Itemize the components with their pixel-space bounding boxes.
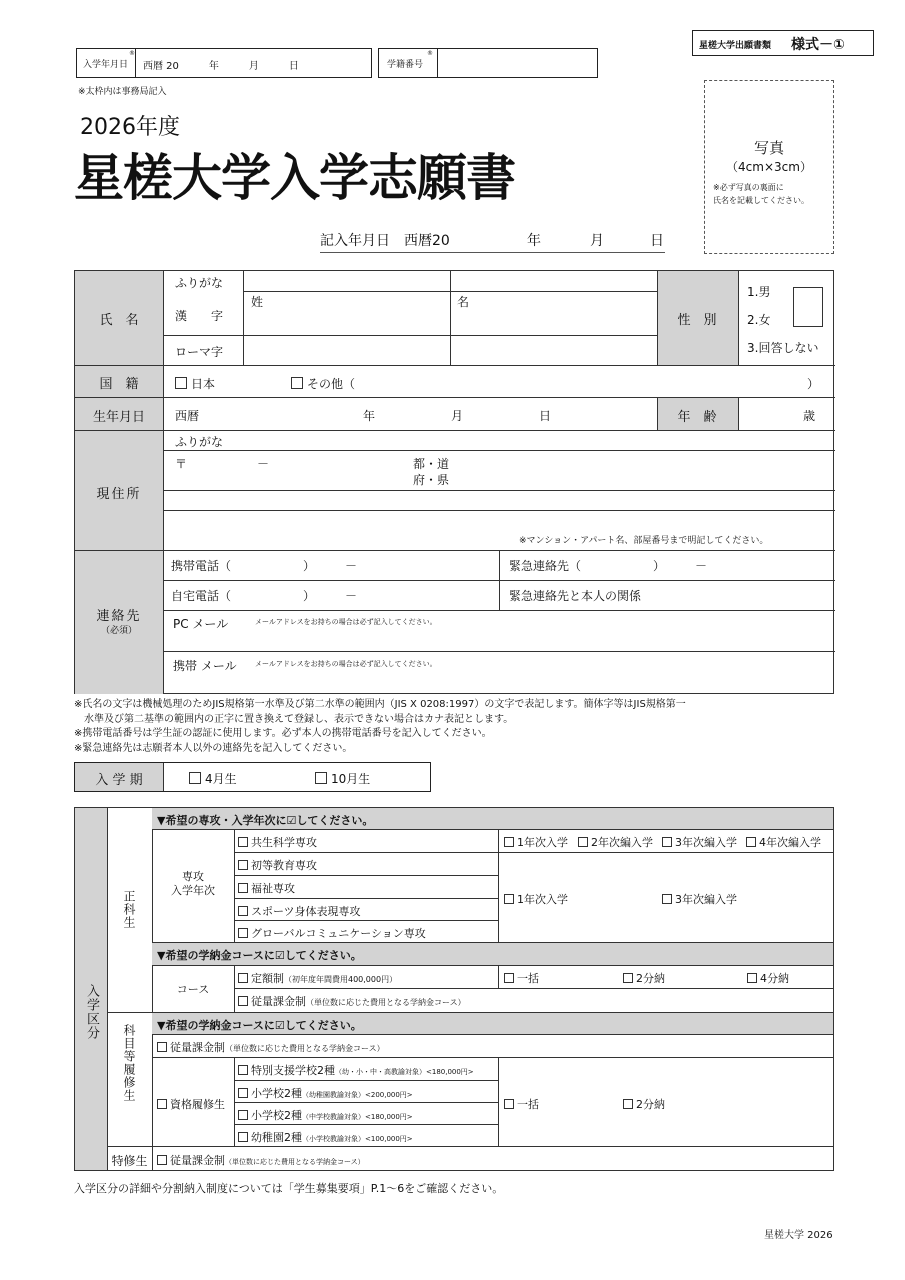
address-label: 現住所 — [96, 487, 142, 502]
payment-2[interactable]: 2分納 — [623, 970, 665, 986]
year-first-3[interactable]: 4年次編入学 — [746, 834, 821, 850]
given-name-label: 名 — [457, 295, 470, 309]
period-april[interactable]: 4月生 — [189, 770, 237, 787]
qualification-1[interactable]: 小学校2種（幼稚園教諭対象）<200,000円> — [238, 1085, 413, 1101]
payment-lump[interactable]: 一括 — [504, 970, 539, 986]
photo-size: （4cm×3cm） — [726, 160, 812, 174]
year-other-1[interactable]: 3年次編入学 — [662, 891, 737, 907]
footer-org: 星槎大学 2026 — [764, 1230, 833, 1241]
period-october[interactable]: 10月生 — [315, 770, 370, 787]
year-other-0[interactable]: 1年次入学 — [504, 891, 568, 907]
form-category: 星槎大学出願書類 — [699, 41, 772, 51]
special-student-label: 特修生 — [111, 1154, 148, 1168]
surname-label: 姓 — [251, 295, 264, 309]
qualification-0[interactable]: 特別支援学校2種（幼・小・中・高教諭対象）<180,000円> — [238, 1062, 474, 1078]
emergency-contact-field[interactable]: 緊急連絡先（ ） － — [509, 559, 708, 573]
photo-box — [704, 80, 834, 254]
form-id-box — [692, 30, 874, 56]
address-note: ※マンション・アパート名、部屋番号まで明記してください。 — [519, 536, 769, 546]
footer-note: 入学区分の詳細や分割納入制度については「学生募集要項」P.1～6をご確認ください。 — [74, 1182, 504, 1195]
per-unit-option[interactable]: 従量課金制（単位数に応じた費用となる学納金コース） — [238, 993, 466, 1009]
subject-per-unit-option[interactable]: 従量課金制（単位数に応じた費用となる学納金コース） — [157, 1039, 385, 1055]
admission-category-label: 入学区分 — [84, 984, 99, 1040]
qualification-3[interactable]: 幼稚園2種（小学校教諭対象）<100,000円> — [238, 1129, 413, 1145]
entry-date[interactable]: 記入年月日 西暦20 年 月 日 — [320, 230, 665, 253]
kanji-label: 漢 字 — [175, 309, 224, 323]
form-number: 様式－① — [791, 37, 845, 53]
gender-option-female: 2.女 — [747, 313, 771, 327]
academic-year: 2026年度 — [80, 115, 180, 140]
romaji-label: ローマ字 — [175, 345, 224, 359]
name-label: 氏 名 — [99, 313, 139, 328]
gender-option-none: 3.回答しない — [747, 341, 819, 355]
qualification-payment-2[interactable]: 2分納 — [623, 1096, 665, 1112]
page-title: 星槎大学入学志願書 — [74, 149, 515, 207]
major-3[interactable]: スポーツ身体表現専攻 — [238, 903, 361, 919]
payment-4[interactable]: 4分納 — [747, 970, 789, 986]
nationality-japan[interactable]: 日本 — [175, 375, 215, 392]
gender-option-male: 1.男 — [747, 285, 771, 299]
admission-date-value: 西暦 20 年 月 日 — [143, 61, 299, 72]
nationality-other[interactable]: その他（ — [291, 375, 355, 392]
major-4[interactable]: グローバルコミュニケーション専攻 — [238, 925, 426, 941]
office-note: ※太枠内は事務局記入 — [78, 87, 167, 97]
mobile-mail-label: 携帯 メール — [173, 659, 237, 673]
enrollment-period: 入 学 期 4月生 10月生 — [74, 762, 431, 792]
student-number-label: 学籍番号 — [387, 60, 424, 70]
age-label: 年 齢 — [677, 410, 717, 425]
year-first-2[interactable]: 3年次編入学 — [662, 834, 737, 850]
student-number-box[interactable]: 学籍番号 ® — [378, 48, 598, 78]
photo-label: 写真 — [753, 139, 784, 157]
year-first-0[interactable]: 1年次入学 — [504, 834, 568, 850]
admission-date-label: 入学年月日 — [83, 60, 129, 70]
regular-student-label: 正科生 — [122, 890, 136, 929]
personal-info-form: 氏 名 ふりがな 漢 字 ローマ字 姓 名 性 別 1.男 2.女 3.回答しない 国 籍 日本 その他（ ） 生年月日 西暦 年 月 日 年 齢 歳 現住所 ふりがな 〒 － 都・道 府・県 ※マンション・アパート名、部屋番号まで明記してください。 連絡先 （必須） 携帯電話（ ） － 緊急連絡先（ ） － 自宅電話（ ） － 緊急連絡先と本人の関係 PC メール メールアドレスをお持ちの場合は必ず記入してください。 携帯 メール メールアドレスをお持ちの場合は必ず記入してください。 — [74, 270, 834, 694]
major-0[interactable]: 共生科学専攻 — [238, 834, 317, 850]
contact-label: 連絡先 — [96, 609, 142, 624]
qualification-student-option[interactable]: 資格履修生 — [157, 1096, 225, 1112]
photo-note: ※必ず写真の裏面に 氏名を記載してください。 — [713, 183, 809, 205]
major-1[interactable]: 初等教育専攻 — [238, 857, 317, 873]
special-per-unit-option[interactable]: 従量課金制（単位数に応じた費用となる学納金コース） — [157, 1152, 365, 1168]
mobile-phone-field[interactable]: 携帯電話（ ） － — [171, 559, 358, 573]
year-first-1[interactable]: 2年次編入学 — [578, 834, 653, 850]
registry-mark: ® — [129, 50, 135, 57]
gender-input-box[interactable] — [793, 287, 823, 327]
subject-student-label: 科目等履修生 — [122, 1024, 136, 1102]
admission-date-box — [76, 48, 372, 78]
furigana-label: ふりがな — [175, 276, 224, 290]
home-phone-field[interactable]: 自宅電話（ ） － — [171, 589, 358, 603]
qualification-2[interactable]: 小学校2種（中学校教諭対象）<180,000円> — [238, 1107, 413, 1123]
fixed-rate-option[interactable]: 定額制（初年度年間費用400,000円） — [238, 970, 397, 986]
major-2[interactable]: 福祉専攻 — [238, 880, 295, 896]
nationality-label: 国 籍 — [99, 377, 139, 392]
admission-category: 入学区分 正科生 ▼希望の専攻・入学年次に☑してください。 専攻 入学年次 共生科学専攻 初等教育専攻 福祉専攻 スポーツ身体表現専攻 グローバルコミュニケーション専攻 1年次入学 2年次編入学 3年次編入学 4年次編入学 1年次入学 3年次編入学 ▼希望の学納金コースに☑してください。 コース 定額制（初年度年間費用400,000円） 一括 2分納 4分納 従量課金制（単位数に応じた費用となる学納金コース） 科目等履修生 ▼希望の学納金コースに☑してください。 従量課金制（単位数に応じた費用となる学納金コース） 資格履修生 特別支援学校2種（幼・小・中・高教諭対象）<180,000円> 小学校2種（幼稚園教諭対象）<200,000円> 小学校2種（中学校教諭対象）<180,000円> 幼稚園2種（小学校教諭対象）<100,000円> 一括 2分納 特修生 従量課金制（単位数に応じた費用となる学納金コース） — [74, 807, 834, 1171]
birth-date-label: 生年月日 — [92, 410, 145, 425]
pc-mail-label: PC メール — [173, 617, 229, 631]
notes: ※氏名の文字は機械処理のためJIS規格第一水準及び第二水準の範囲内（JIS X 0208:1997）の文字で表記します。簡体字等はJIS規格第一 水準及び第二基準の範囲内の正字に置き換えて登録し、表示できない場合はカナ表記とします。 ※携帯電話番号は学生証の認証に使用します。必ず本人の携帯電話番号を記入してください。 ※緊急連絡先は志願者本人以外の連絡先を記入してください。 — [74, 699, 686, 754]
gender-label: 性 別 — [677, 313, 717, 328]
qualification-payment-lump[interactable]: 一括 — [504, 1096, 539, 1112]
emergency-relation-field[interactable]: 緊急連絡先と本人の関係 — [509, 589, 642, 603]
